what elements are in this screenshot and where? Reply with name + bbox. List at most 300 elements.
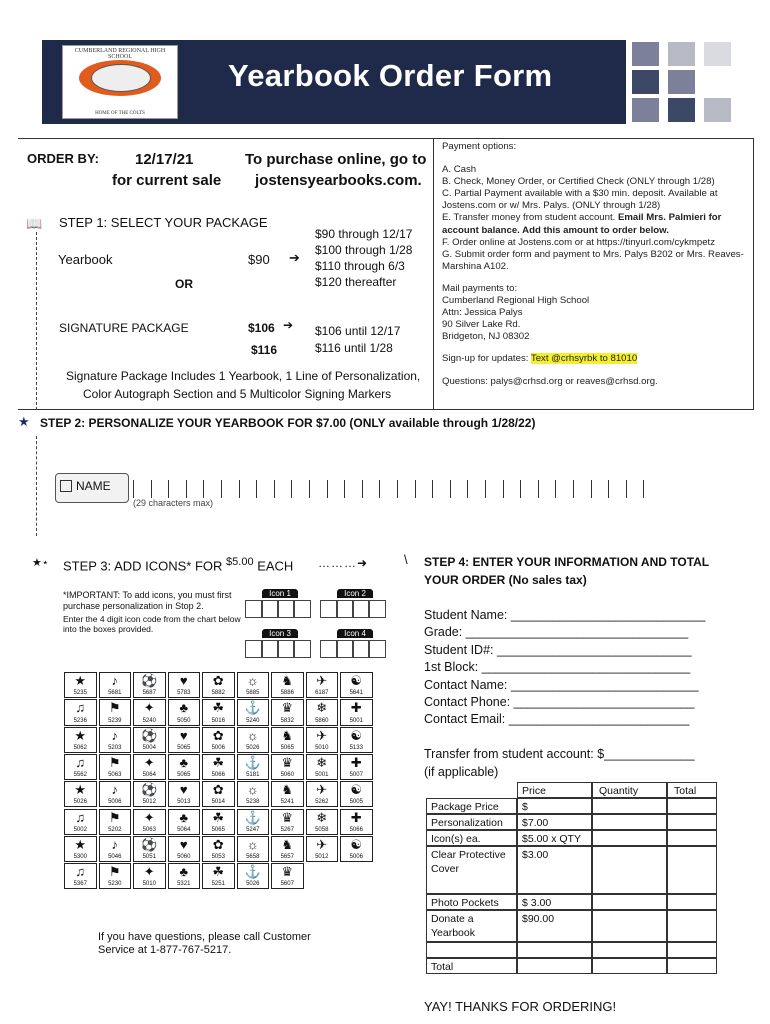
- icon-glyph-icon: ★: [74, 673, 87, 688]
- divider: [18, 138, 754, 139]
- icon-option: [202, 836, 235, 862]
- icon-code: 5063: [108, 772, 122, 779]
- name-character-slot[interactable]: [203, 480, 204, 498]
- order-item-label: Icon(s) ea.: [431, 833, 481, 845]
- icon-option: [202, 727, 235, 753]
- icon-option: [99, 727, 132, 753]
- icon-code: 5658: [246, 854, 260, 861]
- name-character-slot[interactable]: [573, 480, 574, 498]
- table-cell[interactable]: [592, 910, 667, 942]
- icon-glyph-icon: ✿: [212, 782, 224, 798]
- icon-code: 5133: [349, 744, 363, 751]
- icon-glyph-icon: ♞: [281, 673, 294, 688]
- block-field[interactable]: 1st Block: ______________________________: [424, 660, 691, 675]
- icon-code: 5066: [211, 772, 225, 779]
- icon-option: [237, 836, 270, 862]
- table-cell: [426, 846, 517, 894]
- order-item-price: $90.00: [522, 913, 555, 925]
- tier-2: $100 through 1/28: [315, 243, 413, 257]
- icon-option: [99, 672, 132, 698]
- name-character-slot[interactable]: [591, 480, 592, 498]
- icon-glyph-icon: ♥: [179, 836, 188, 852]
- grade-field[interactable]: Grade: ________________________________: [424, 625, 689, 640]
- name-character-slot[interactable]: [344, 480, 345, 498]
- icon-slot-label: Icon 1: [262, 589, 298, 598]
- icon-glyph-icon: ❄: [316, 754, 328, 770]
- icon-code: 5010: [142, 881, 156, 888]
- step4-title-1: STEP 4: ENTER YOUR INFORMATION AND TOTAL: [424, 555, 710, 569]
- icon-code: 5687: [142, 690, 156, 697]
- table-cell[interactable]: [667, 942, 717, 958]
- book-icon: 📖: [26, 216, 43, 231]
- table-cell: [517, 942, 592, 958]
- icon-glyph-icon: ⚑: [108, 809, 121, 825]
- icon-code: 5240: [246, 717, 260, 724]
- icon-glyph-icon: ♫: [75, 754, 86, 770]
- table-cell: [517, 798, 592, 814]
- icon-option: [306, 781, 339, 807]
- name-character-slot[interactable]: [450, 480, 451, 498]
- star-icon: ★⋆: [32, 557, 49, 569]
- icon-code: 5060: [280, 772, 294, 779]
- icon-option: [133, 809, 166, 835]
- online-line2: jostensyearbooks.com.: [255, 172, 422, 189]
- order-item-label: Package Price: [431, 801, 499, 813]
- mail-line: Bridgeton, NJ 08302: [442, 331, 530, 343]
- icon-instructions: Enter the 4 digit icon code from the chart below into the boxes provided.: [63, 614, 241, 634]
- icon-glyph-icon: ⚓: [244, 700, 261, 716]
- icon-code: 5063: [142, 826, 156, 833]
- name-character-slot[interactable]: [379, 480, 380, 498]
- icon-glyph-icon: ⚓: [244, 864, 261, 880]
- icon-code: 5065: [211, 826, 225, 833]
- step1-title: STEP 1: SELECT YOUR PACKAGE: [59, 215, 268, 230]
- icon-option: [202, 809, 235, 835]
- icon-code: 5016: [211, 717, 225, 724]
- icon-code: 5657: [280, 854, 294, 861]
- order-item-price: $3.00: [522, 849, 549, 861]
- name-character-slot[interactable]: [503, 480, 504, 498]
- icon-glyph-icon: ✈: [316, 673, 328, 688]
- student-info-fields: [424, 607, 754, 729]
- name-tag: [55, 473, 129, 503]
- icon-slot-label: Icon 2: [337, 589, 373, 598]
- icon-glyph-icon: ♣: [179, 809, 189, 825]
- icon-code: 5202: [108, 826, 122, 833]
- name-character-slot[interactable]: [168, 480, 169, 498]
- icon-code: 5065: [177, 772, 191, 779]
- icon-option: [340, 699, 373, 725]
- icon-code: 5058: [315, 826, 329, 833]
- page-title: Yearbook Order Form: [228, 58, 553, 93]
- icon-option: [202, 699, 235, 725]
- icon-option: [271, 863, 304, 889]
- icon-option: [202, 863, 235, 889]
- icon-option: [133, 699, 166, 725]
- table-cell: [426, 798, 517, 814]
- icon-glyph-icon: ♥: [179, 673, 188, 688]
- name-character-slot[interactable]: [520, 480, 521, 498]
- icon-code: 5783: [177, 690, 191, 697]
- icon-option: [237, 699, 270, 725]
- table-cell[interactable]: [667, 846, 717, 894]
- icon-code: 5230: [108, 881, 122, 888]
- icon-glyph-icon: ⚽: [141, 673, 158, 688]
- name-character-slot[interactable]: [274, 480, 275, 498]
- table-cell: [426, 830, 517, 846]
- icon-glyph-icon: ✦: [143, 754, 155, 770]
- table-cell: [517, 910, 592, 942]
- icon-glyph-icon: ♛: [281, 809, 294, 825]
- icon-glyph-icon: ♪: [111, 836, 118, 852]
- icon-code: 5066: [349, 826, 363, 833]
- icon-code: 5203: [108, 744, 122, 751]
- table-cell[interactable]: [667, 830, 717, 846]
- order-item-price: $5.00 x QTY: [522, 833, 581, 845]
- table-cell[interactable]: [592, 958, 667, 974]
- icon-code: 6187: [315, 690, 329, 697]
- icon-code: 5562: [73, 772, 87, 779]
- order-item-price: $ 3.00: [522, 897, 552, 909]
- signature-price-2: $116: [251, 343, 278, 357]
- customer-service-note: If you have questions, please call Customer Service at 1-877-767-5217.: [98, 931, 311, 956]
- icon-code: 5012: [315, 854, 329, 861]
- name-character-slot[interactable]: [397, 480, 398, 498]
- icon-option: [64, 699, 97, 725]
- icon-option: [99, 836, 132, 862]
- step4-title-2: YOUR ORDER (No sales tax): [424, 573, 587, 587]
- name-character-slot[interactable]: [467, 480, 468, 498]
- icon-glyph-icon: ♥: [179, 782, 188, 798]
- divider: [433, 138, 434, 410]
- icon-option: [306, 836, 339, 862]
- order-item-price: $7.00: [522, 817, 549, 829]
- icon-code: 5002: [73, 826, 87, 833]
- icon-option: [64, 781, 97, 807]
- table-cell[interactable]: [592, 846, 667, 894]
- decor-square: [668, 42, 695, 66]
- icon-glyph-icon: ♞: [281, 836, 294, 852]
- signature-price: $106: [248, 321, 275, 335]
- transfer-sub: (if applicable): [424, 765, 499, 779]
- icon-code-digit-box[interactable]: [293, 640, 311, 658]
- icon-option: [64, 754, 97, 780]
- icon-glyph-icon: ♫: [75, 700, 86, 716]
- table-cell[interactable]: [592, 830, 667, 846]
- thanks-message: YAY! THANKS FOR ORDERING!: [424, 999, 617, 1014]
- icon-code: 5321: [177, 881, 191, 888]
- name-character-slot[interactable]: [256, 480, 257, 498]
- icon-code: 5832: [280, 717, 294, 724]
- icon-code: 5006: [108, 799, 122, 806]
- payment-c: C. Partial Payment available with a $30 min. deposit. Available at Jostens.com or w/ Mrs. Palys. (ONLY through 1/28): [442, 188, 718, 212]
- icon-code: 5001: [315, 772, 329, 779]
- icon-glyph-icon: ✚: [350, 809, 362, 825]
- icon-code: 5251: [211, 881, 225, 888]
- icon-glyph-icon: ☘: [212, 754, 225, 770]
- questions-line: Questions: palys@crhsd.org or reaves@crhsd.org.: [442, 375, 658, 387]
- icon-glyph-icon: ♞: [281, 727, 294, 743]
- icon-code-digit-box[interactable]: [368, 640, 386, 658]
- icon-glyph-icon: ❄: [316, 809, 328, 825]
- signup-highlight: Text @crhsyrbk to 81010: [530, 353, 638, 365]
- icon-code: 5046: [108, 854, 122, 861]
- icon-glyph-icon: ⚓: [244, 809, 261, 825]
- name-character-slot[interactable]: [362, 480, 363, 498]
- icon-glyph-icon: ✦: [143, 700, 155, 716]
- arrow-right-icon: ➔: [289, 250, 300, 265]
- table-cell: [667, 782, 717, 798]
- icon-option: [168, 781, 201, 807]
- icon-option: [64, 727, 97, 753]
- table-header: Quantity: [599, 785, 639, 797]
- icon-glyph-icon: ✈: [316, 782, 328, 798]
- table-cell[interactable]: [592, 814, 667, 830]
- icon-option: [237, 672, 270, 698]
- icon-code: 5235: [73, 690, 87, 697]
- icon-glyph-icon: ★: [74, 727, 87, 743]
- icon-glyph-icon: ♫: [75, 864, 86, 880]
- name-character-slot[interactable]: [538, 480, 539, 498]
- table-cell[interactable]: [667, 814, 717, 830]
- table-cell[interactable]: [667, 910, 717, 942]
- icon-glyph-icon: ☘: [212, 700, 225, 716]
- decor-square: [704, 42, 731, 66]
- arrow-right-icon: ➔: [283, 318, 294, 332]
- icon-option: [64, 863, 97, 889]
- table-cell: [426, 814, 517, 830]
- icon-glyph-icon: ♣: [179, 754, 189, 770]
- mail-heading: Mail payments to:: [442, 282, 518, 294]
- table-cell: [426, 958, 517, 974]
- name-character-slot[interactable]: [432, 480, 433, 498]
- icon-option: [99, 863, 132, 889]
- icon-glyph-icon: ⚽: [141, 782, 158, 798]
- icon-option: [237, 754, 270, 780]
- decor-square: [632, 98, 659, 122]
- icon-option: [168, 672, 201, 698]
- icon-glyph-icon: ✈: [316, 727, 328, 743]
- icon-option: [306, 727, 339, 753]
- icon-option: [340, 727, 373, 753]
- icon-glyph-icon: ♛: [281, 754, 294, 770]
- yearbook-price: $90: [248, 252, 270, 267]
- icon-option: [99, 754, 132, 780]
- table-cell: [426, 782, 517, 798]
- icon-code: 5886: [280, 690, 294, 697]
- payment-options: [442, 141, 750, 388]
- icon-glyph-icon: ★: [74, 782, 87, 798]
- name-character-slot[interactable]: [309, 480, 310, 498]
- icon-price: $5.00: [226, 556, 254, 568]
- icon-code: 5064: [142, 772, 156, 779]
- icon-option: [202, 781, 235, 807]
- order-item-label: Photo Pockets: [431, 897, 499, 909]
- name-character-slot[interactable]: [221, 480, 222, 498]
- icon-option: [340, 781, 373, 807]
- icon-code: 5050: [177, 717, 191, 724]
- icon-option: [271, 836, 304, 862]
- icon-code: 5238: [246, 799, 260, 806]
- table-cell[interactable]: [667, 798, 717, 814]
- icon-code: 5300: [73, 854, 87, 861]
- icon-option: [202, 754, 235, 780]
- table-cell[interactable]: [667, 894, 717, 910]
- icon-glyph-icon: ✦: [143, 864, 155, 880]
- name-character-slot[interactable]: [626, 480, 627, 498]
- name-character-slot[interactable]: [151, 480, 152, 498]
- icon-code: 5239: [108, 717, 122, 724]
- icon-code: 5005: [349, 799, 363, 806]
- table-cell[interactable]: [592, 894, 667, 910]
- icon-code: 5367: [73, 881, 87, 888]
- table-cell[interactable]: [592, 798, 667, 814]
- table-cell: [517, 830, 592, 846]
- icon-code: 5064: [177, 826, 191, 833]
- table-header: Total: [674, 785, 697, 797]
- table-cell[interactable]: [592, 942, 667, 958]
- contact-email-field[interactable]: Contact Email: __________________________: [424, 712, 690, 727]
- icon-glyph-icon: ✈: [316, 836, 328, 852]
- name-character-slot[interactable]: [239, 480, 240, 498]
- name-character-boxes[interactable]: [133, 480, 653, 498]
- icon-slot-label: Icon 3: [262, 629, 298, 638]
- name-checkbox[interactable]: [60, 480, 72, 492]
- icon-option: [168, 809, 201, 835]
- icon-option: [271, 754, 304, 780]
- icon-glyph-icon: ♞: [281, 782, 294, 798]
- table-cell: [517, 782, 592, 798]
- table-cell[interactable]: [667, 958, 717, 974]
- student-name-field[interactable]: Student Name: ____________________________: [424, 608, 706, 622]
- icon-code: 5860: [315, 717, 329, 724]
- colt-head-icon: [91, 64, 151, 92]
- or-label: OR: [175, 277, 193, 291]
- order-by-sub: for current sale: [112, 172, 222, 189]
- icon-glyph-icon: ✿: [212, 727, 224, 743]
- icon-code: 5006: [211, 744, 225, 751]
- contact-phone-field[interactable]: Contact Phone: __________________________: [424, 695, 695, 710]
- icon-code: 5641: [349, 690, 363, 697]
- icon-glyph-icon: ♣: [179, 864, 189, 880]
- pencil-icon: \: [404, 552, 408, 567]
- table-cell: [517, 958, 592, 974]
- payment-heading: Payment options:: [442, 141, 517, 152]
- name-character-slot[interactable]: [327, 480, 328, 498]
- tier-1: $90 through 12/17: [315, 227, 413, 241]
- icon-code: 5001: [349, 717, 363, 724]
- icon-code: 5681: [108, 690, 122, 697]
- transfer-field[interactable]: Transfer from student account: $_____________: [424, 747, 695, 761]
- sig-tier-1: $106 until 12/17: [315, 324, 401, 338]
- icon-glyph-icon: ♣: [179, 700, 189, 716]
- decor-square: [704, 98, 731, 122]
- contact-name-field[interactable]: Contact Name: ___________________________: [424, 677, 699, 692]
- icon-glyph-icon: ☯: [350, 782, 363, 798]
- icon-code: 5882: [211, 690, 225, 697]
- icon-option: [340, 672, 373, 698]
- name-label: NAME: [76, 479, 111, 493]
- icon-code: 5181: [246, 772, 260, 779]
- decor-square: [632, 42, 659, 66]
- divider: [18, 409, 754, 410]
- signup-line: Sign-up for updates: Text @crhsyrbk to 81010: [442, 353, 638, 365]
- icon-code-digit-box[interactable]: [293, 600, 311, 618]
- name-character-slot[interactable]: [186, 480, 187, 498]
- icon-glyph-icon: ⚓: [244, 754, 261, 770]
- logo-school-name: CUMBERLAND REGIONAL HIGH SCHOOL: [74, 48, 166, 60]
- icon-code: 5262: [315, 799, 329, 806]
- name-character-slot[interactable]: [291, 480, 292, 498]
- dotted-arrow-icon: ………➜: [318, 556, 369, 570]
- table-cell: [517, 814, 592, 830]
- icon-option: [99, 699, 132, 725]
- name-character-slot[interactable]: [133, 480, 134, 498]
- icon-code: 5026: [246, 744, 260, 751]
- icon-option: [168, 754, 201, 780]
- icon-code: 5240: [142, 717, 156, 724]
- icon-glyph-icon: ⚑: [108, 754, 121, 770]
- logo-tagline: HOME OF THE COLTS: [95, 111, 145, 116]
- table-cell: [426, 894, 517, 910]
- order-item-label: Personalization: [431, 817, 503, 829]
- icon-option: [306, 699, 339, 725]
- icon-glyph-icon: ☘: [212, 809, 225, 825]
- mail-line: Cumberland Regional High School: [442, 295, 590, 307]
- order-table: [426, 782, 717, 979]
- icon-code: 5065: [177, 744, 191, 751]
- name-character-slot[interactable]: [643, 480, 644, 498]
- icon-glyph-icon: ⚑: [108, 700, 121, 716]
- signature-note-1: Signature Package Includes 1 Yearbook, 1 Line of Personalization,: [66, 369, 421, 383]
- icon-option: [306, 809, 339, 835]
- icon-option: [133, 836, 166, 862]
- icon-code: 5267: [280, 826, 294, 833]
- decor-square: [632, 70, 659, 94]
- icon-option: [99, 781, 132, 807]
- icon-code-digit-box[interactable]: [368, 600, 386, 618]
- dotted-connector: [36, 232, 37, 410]
- student-id-field[interactable]: Student ID#: ____________________________: [424, 642, 692, 657]
- icon-code: 5053: [211, 854, 225, 861]
- icon-code: 5060: [177, 854, 191, 861]
- order-item-label: Total: [431, 961, 454, 973]
- name-character-slot[interactable]: [485, 480, 486, 498]
- yearbook-label: Yearbook: [58, 252, 113, 267]
- table-cell: [517, 894, 592, 910]
- icon-option: [306, 672, 339, 698]
- icon-glyph-icon: ✿: [212, 836, 224, 852]
- icon-code: 5607: [280, 881, 294, 888]
- mail-line: Attn: Jessica Palys: [442, 307, 523, 319]
- icon-option: [271, 781, 304, 807]
- dotted-connector: [36, 436, 37, 536]
- icon-option: [271, 699, 304, 725]
- name-character-slot[interactable]: [555, 480, 556, 498]
- school-logo: [62, 45, 178, 119]
- icon-glyph-icon: ☼: [246, 782, 259, 798]
- step2-title: STEP 2: PERSONALIZE YOUR YEARBOOK FOR $7.00 (ONLY available through 1/28/22): [40, 416, 536, 430]
- icon-glyph-icon: ♥: [179, 727, 188, 743]
- icon-option: [202, 672, 235, 698]
- order-by-label: ORDER BY:: [27, 151, 99, 166]
- icon-glyph-icon: ✚: [350, 754, 362, 770]
- name-character-slot[interactable]: [415, 480, 416, 498]
- icon-glyph-icon: ⚑: [108, 864, 121, 880]
- name-character-slot[interactable]: [608, 480, 609, 498]
- tier-4: $120 thereafter: [315, 275, 397, 289]
- table-cell: [592, 782, 667, 798]
